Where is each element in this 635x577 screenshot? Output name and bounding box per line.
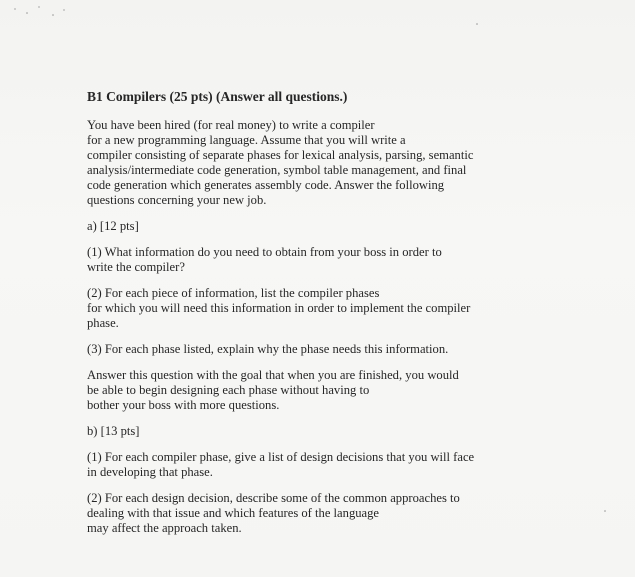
text-line: code generation which generates assembly code. Answer the following bbox=[87, 178, 445, 192]
text-line: may affect the approach taken. bbox=[87, 521, 242, 535]
part-a-note bbox=[87, 368, 557, 413]
text-line: phase. bbox=[87, 316, 119, 330]
text-line: bother your boss with more questions. bbox=[87, 398, 280, 412]
scan-speck bbox=[476, 23, 478, 25]
part-a-question-3 bbox=[87, 342, 557, 357]
text-line: (3) For each phase listed, explain why the phase needs this information. bbox=[87, 342, 449, 356]
text-line: dealing with that issue and which features of the language bbox=[87, 506, 380, 520]
text-line: analysis/intermediate code generation, symbol table management, and final bbox=[87, 163, 467, 177]
scan-speck bbox=[26, 12, 28, 14]
part-b-label bbox=[87, 424, 557, 439]
text-line: b) [13 pts] bbox=[87, 424, 140, 438]
text-line: Answer this question with the goal that when you are finished, you would bbox=[87, 368, 459, 382]
part-b-question-1 bbox=[87, 450, 557, 480]
text-line: be able to begin designing each phase without having to bbox=[87, 383, 370, 397]
part-a-question-1 bbox=[87, 245, 557, 275]
text-line: compiler consisting of separate phases for lexical analysis, parsing, semantic bbox=[87, 148, 474, 162]
text-line: write the compiler? bbox=[87, 260, 185, 274]
text-line: in developing that phase. bbox=[87, 465, 213, 479]
text-line: You have been hired (for real money) to write a compiler bbox=[87, 118, 375, 132]
question-heading: B1 Compilers (25 pts) (Answer all questions.) bbox=[87, 89, 348, 104]
text-line: for a new programming language. Assume that you will write a bbox=[87, 133, 406, 147]
text-line: (1) For each compiler phase, give a list of design decisions that you will face bbox=[87, 450, 475, 464]
part-a-question-2 bbox=[87, 286, 557, 331]
text-line: (1) What information do you need to obtain from your boss in order to bbox=[87, 245, 442, 259]
part-b-question-2 bbox=[87, 491, 557, 536]
text-line: for which you will need this information in order to implement the compiler bbox=[87, 301, 471, 315]
scan-speck bbox=[14, 8, 16, 10]
text-line: (2) For each design decision, describe some of the common approaches to bbox=[87, 491, 460, 505]
text-line: (2) For each piece of information, list the compiler phases bbox=[87, 286, 380, 300]
part-a-label bbox=[87, 219, 557, 234]
scan-speck bbox=[38, 6, 40, 8]
scan-speck bbox=[63, 9, 65, 11]
intro-paragraph bbox=[87, 118, 557, 208]
exam-question bbox=[87, 88, 557, 536]
scan-speck bbox=[52, 14, 54, 16]
scan-speck bbox=[604, 510, 606, 512]
text-line: a) [12 pts] bbox=[87, 219, 139, 233]
text-line: questions concerning your new job. bbox=[87, 193, 267, 207]
